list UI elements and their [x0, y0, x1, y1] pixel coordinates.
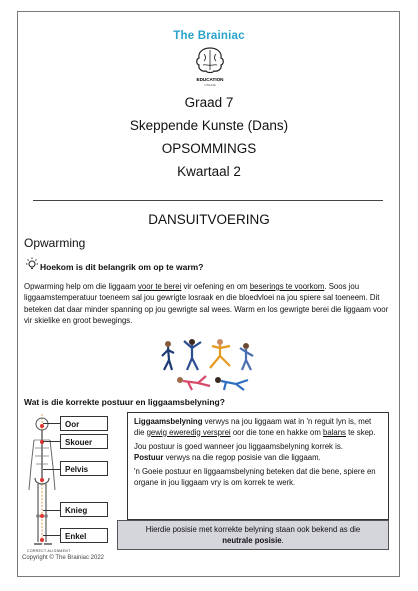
- logo-caption: EDUCATION: [196, 77, 224, 82]
- connector-line: [43, 535, 60, 536]
- brand-name: The Brainiac: [173, 30, 245, 42]
- alignment-info-box: [127, 412, 389, 520]
- skeleton-caption: CORRECT ALIGNMENT: [27, 549, 71, 553]
- section-subtitle: Opwarming: [24, 236, 86, 250]
- doc-type-heading: OPSOMMINGS: [161, 141, 257, 156]
- subject-heading: Skeppende Kunste (Dans): [129, 118, 289, 133]
- lightbulb-icon: [25, 256, 39, 270]
- label-ankle: Enkel: [60, 528, 108, 543]
- label-shoulder: Skouer: [60, 434, 108, 449]
- connector-line: [43, 510, 60, 511]
- warmup-paragraph: Opwarming help om die liggaam voor te berei vir oefening en om beserings te voorkom. Soos jou liggaamstemperatuur toeneem sal jou gewrigte losraak en die bloedvloei na jou spiere sal toeneem. Dit beteken dat daar minder spanning op jou gewrigte sal wees. Warm en los gewrigte berei die liggaam voor vir skielike en groot bewegings.: [24, 282, 389, 325]
- connector-line: [43, 441, 60, 442]
- skeleton-alignment-illustration: [24, 412, 60, 554]
- section-title: DANSUITVOERING: [148, 212, 270, 227]
- posture-benefit: 'n Goeie postuur en liggaamsbelyning beteken dat die bene, spiere en organe in jou liggaam vry is om korrek te werk.: [134, 467, 376, 487]
- posture-question: Wat is die korrekte postuur en liggaamsbelyning?: [24, 397, 225, 407]
- term-heading: Kwartaal 2: [177, 164, 241, 179]
- alignment-definition: Liggaamsbelyning verwys na jou liggaam wat in 'n reguit lyn is, met die gewig eweredig versprei oor die tone en hakke om balans te skep.: [134, 417, 376, 437]
- label-knee: Knieg: [60, 502, 108, 517]
- warmup-exercise-illustration: [158, 336, 258, 392]
- copyright: Copyright © The Brainiac 2022: [22, 555, 105, 561]
- label-pelvis: Pelvis: [60, 461, 108, 476]
- brain-logo-icon: [190, 44, 230, 88]
- connector-line: [43, 423, 60, 424]
- divider: [33, 200, 383, 201]
- neutral-position-note: Hierdie posisie met korrekte belyning staan ook bekend as die neutrale posisie.: [117, 520, 389, 550]
- posture-statement: Jou postuur is goed wanneer jou liggaamsbelyning korrek is. Postuur verwys na die regop posisie van die liggaam.: [134, 442, 343, 462]
- logo-subcaption: ONLINE: [204, 83, 216, 87]
- warmup-question: Hoekom is dit belangrik om op te warm?: [40, 262, 204, 272]
- grade-heading: Graad 7: [184, 95, 234, 110]
- label-ear: Oor: [60, 416, 108, 431]
- connector-line: [43, 469, 60, 470]
